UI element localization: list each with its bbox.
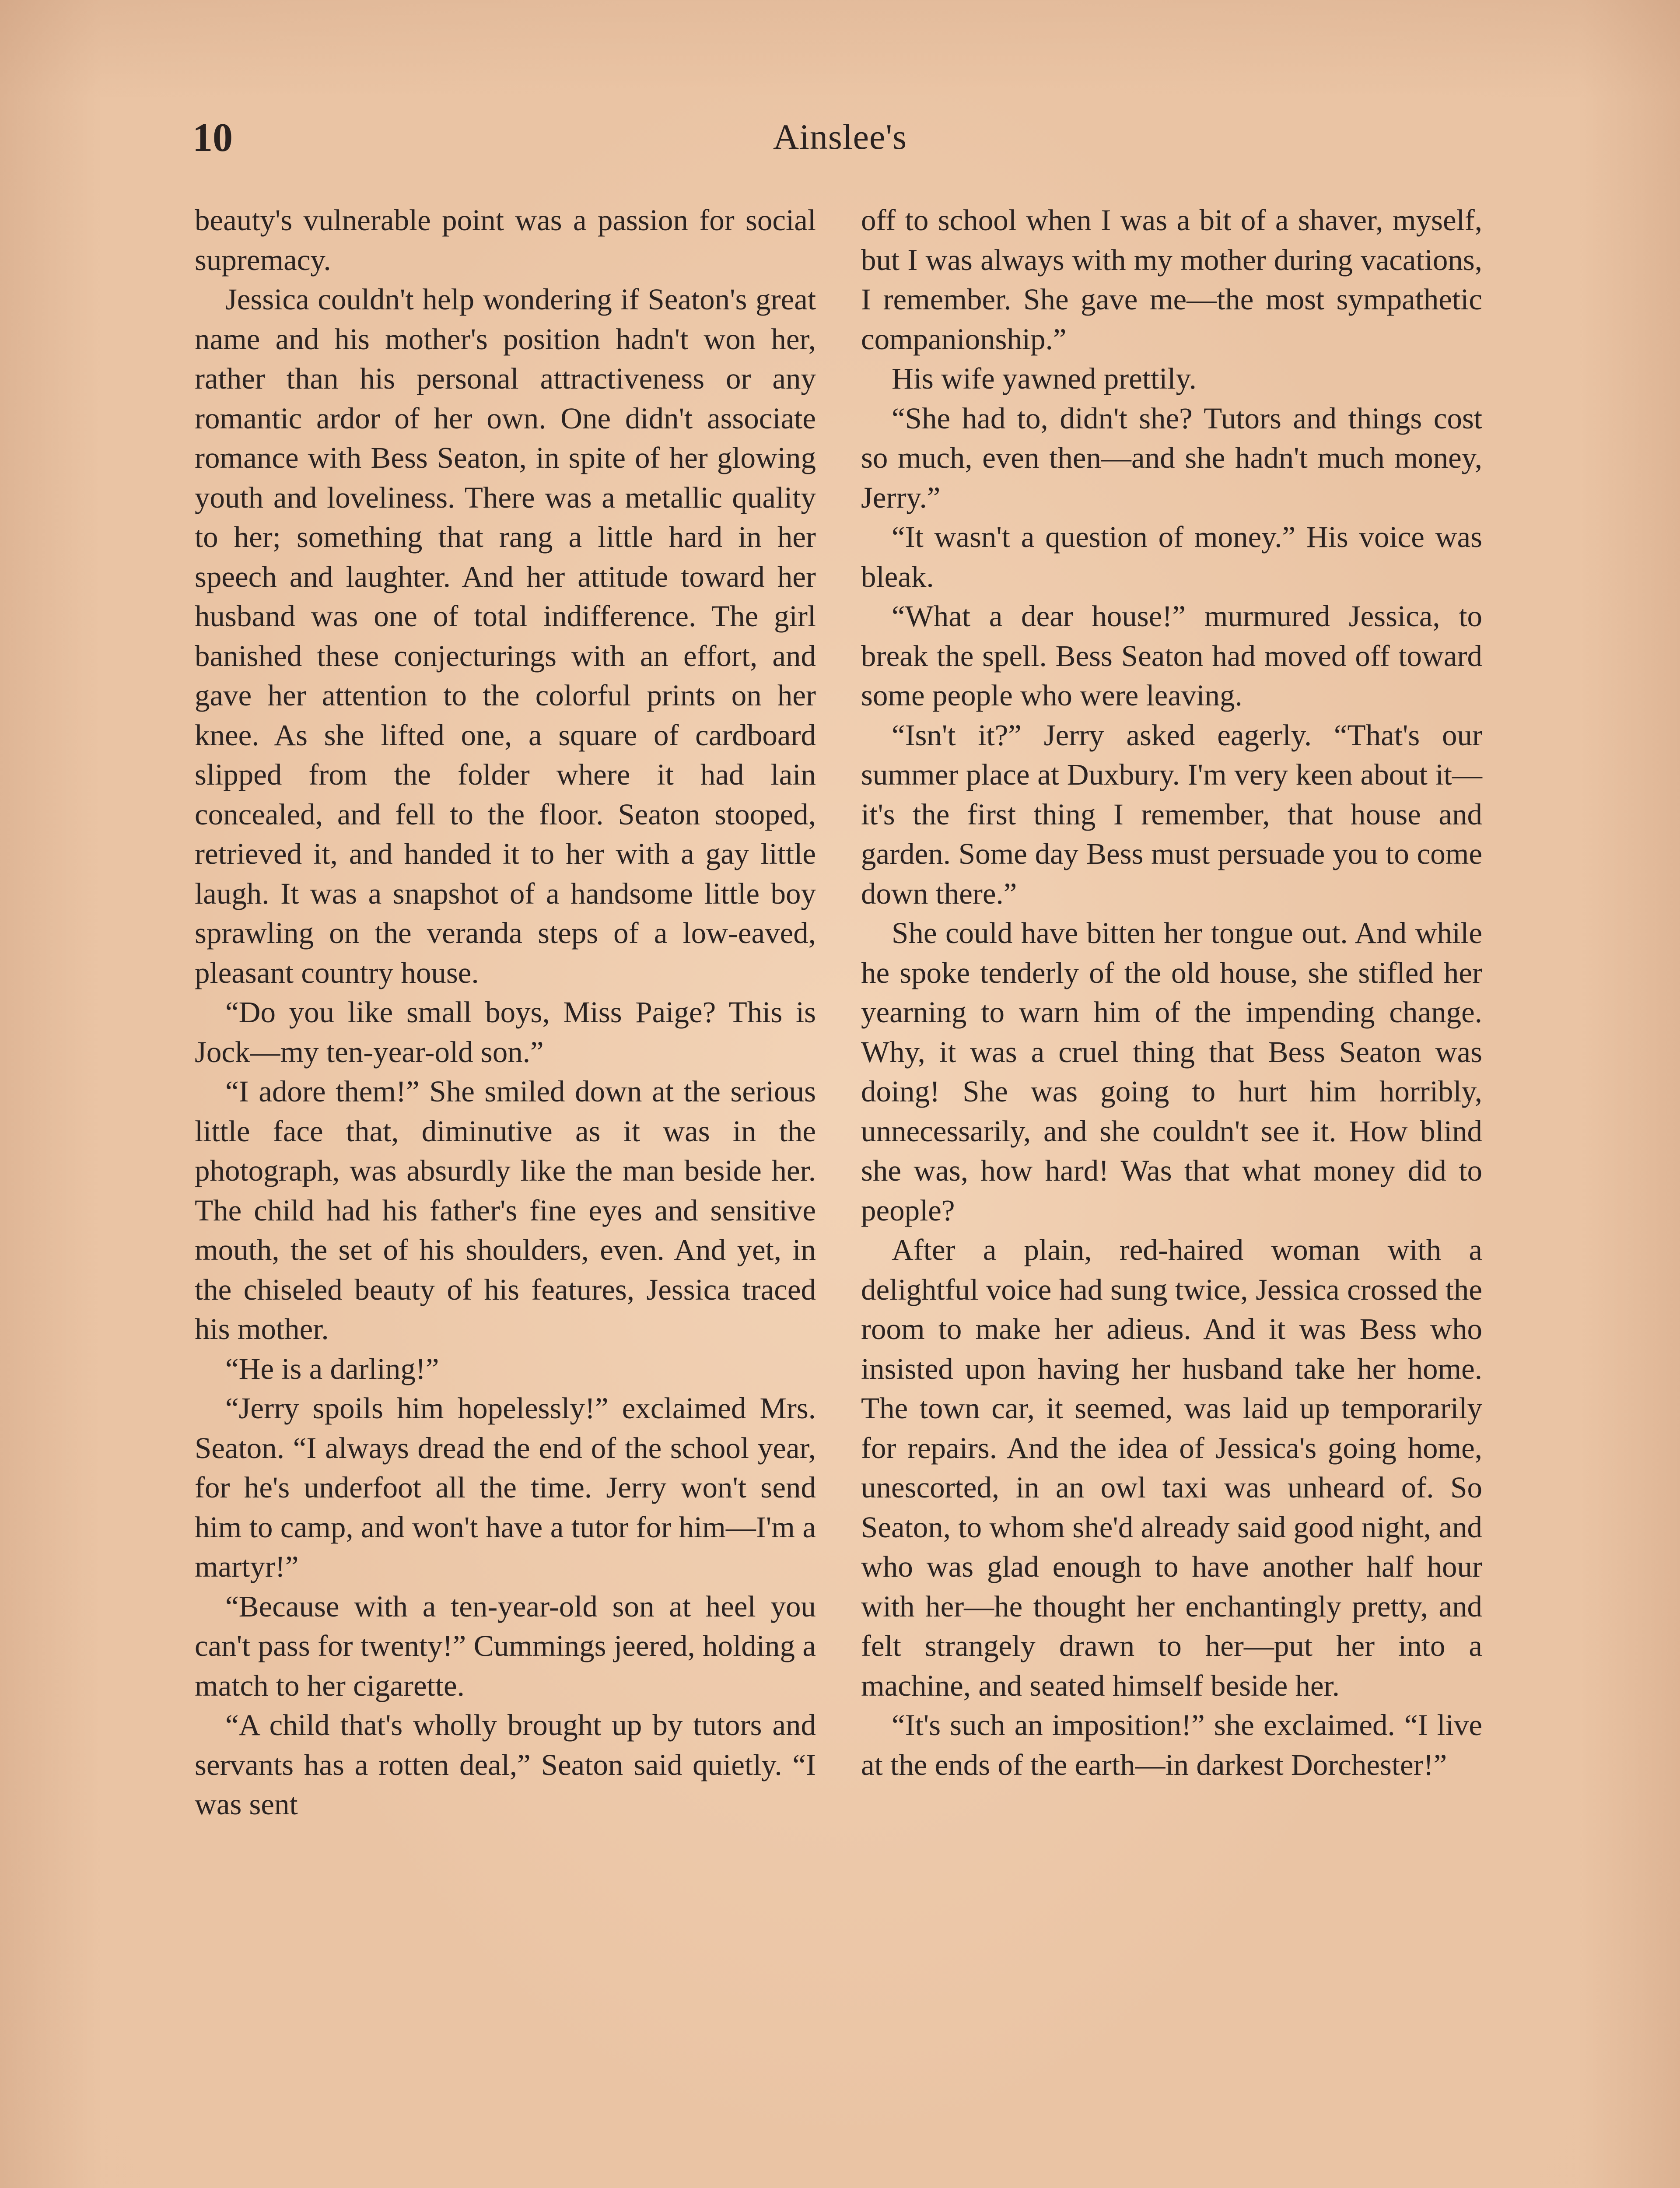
right-column <box>861 200 1482 1785</box>
paragraph: “Jerry spoils him hopelessly!” exclaimed Mrs. Seaton. “I always dread the end of the school year, for he's underfoot all the time. Jerry won't send him to camp, and won't have a tutor for him—I'm a martyr!” <box>195 1392 816 1583</box>
paragraph: “He is a darling!” <box>225 1352 439 1385</box>
paragraph: “It wasn't a question of money.” His voice was bleak. <box>861 520 1482 593</box>
paragraph: beauty's vulnerable point was a passion for social supremacy. <box>195 203 816 277</box>
paragraph: “What a dear house!” murmured Jessica, to break the spell. Bess Seaton had moved off toward some people who were leaving. <box>861 600 1482 712</box>
running-head: Ainslee's <box>773 117 907 157</box>
paragraph: After a plain, red-haired woman with a delightful voice had sung twice, Jessica crossed the room to make her adieus. And it was Bess who insisted upon having her husband take her home. The town car, it seemed, was laid up temporarily for repairs. And the idea of Jessica's going home, unescorted, in an owl taxi was unheard of. So Seaton, to whom she'd already said good night, and who was glad enough to have another half hour with her—he thought her enchantingly pretty, and felt strangely drawn to her—put her into a machine, and seated himself beside her. <box>861 1233 1482 1702</box>
paragraph: “Do you like small boys, Miss Paige? This is Jock—my ten-year-old son.” <box>195 996 816 1069</box>
left-column <box>195 200 816 1824</box>
paragraph: “It's such an imposition!” she exclaimed. “I live at the ends of the earth—in darkest Dorchester!” <box>861 1708 1482 1781</box>
paragraph: “A child that's wholly brought up by tutors and servants has a rotten deal,” Seaton said quietly. “I was sent <box>195 1708 816 1821</box>
paragraph: “Isn't it?” Jerry asked eagerly. “That's our summer place at Duxbury. I'm very keen about it—it's the first thing I remember, that house and garden. Some day Bess must persuade you to come down there.” <box>861 718 1482 910</box>
page-number: 10 <box>192 115 233 160</box>
paragraph: She could have bitten her tongue out. And while he spoke tenderly of the old house, she stifled her yearning to warn him of the impending change. Why, it was a cruel thing that Bess Seaton was doing! She was going to hurt him horribly, unnecessarily, and she couldn't see it. How blind she was, how hard! Was that what money did to people? <box>861 916 1482 1227</box>
paragraph: “Because with a ten-year-old son at heel you can't pass for twenty!” Cummings jeered, holding a match to her cigarette. <box>195 1589 816 1702</box>
paragraph: Jessica couldn't help wondering if Seaton's great name and his mother's position hadn't won her, rather than his personal attractiveness or any romantic ardor of her own. One didn't associate romance with Bess Seaton, in spite of her glowing youth and loveliness. There was a metallic quality to her; something that rang a little hard in her speech and laughter. And her attitude toward her husband was one of total indifference. The girl banished these conjecturings with an effort, and gave her attention to the colorful prints on her knee. As she lifted one, a square of cardboard slipped from the folder where it had lain concealed, and fell to the floor. Seaton stooped, retrieved it, and handed it to her with a gay little laugh. It was a snapshot of a handsome little boy sprawling on the veranda steps of a low-eaved, pleasant country house. <box>195 283 816 989</box>
paragraph: “I adore them!” She smiled down at the serious little face that, diminutive as it was in the photograph, was absurdly like the man beside her. The child had his father's fine eyes and sensitive mouth, the set of his shoulders, even. And yet, in the chiseled beauty of his features, Jessica traced his mother. <box>195 1075 816 1346</box>
paragraph: off to school when I was a bit of a shaver, myself, but I was always with my mother during vacations, I remember. She gave me—the most sympathetic companionship.” <box>861 203 1482 356</box>
paragraph: His wife yawned prettily. <box>892 362 1197 395</box>
paragraph: “She had to, didn't she? Tutors and things cost so much, even then—and she hadn't much money, Jerry.” <box>861 401 1482 514</box>
